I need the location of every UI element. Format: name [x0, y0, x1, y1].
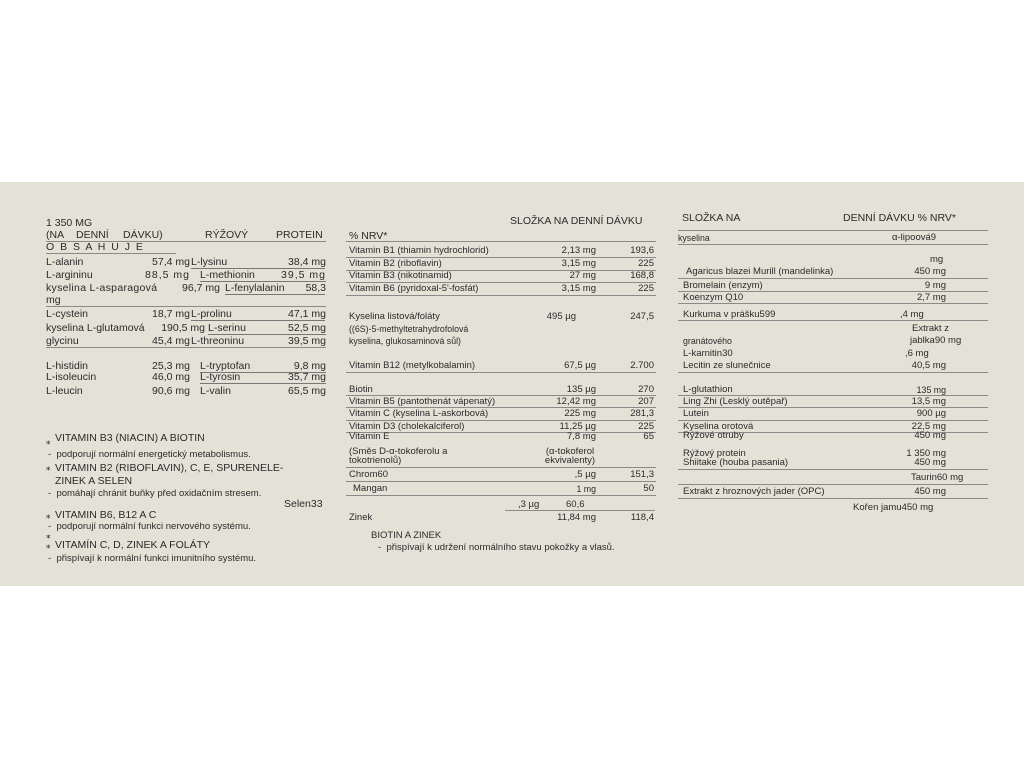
ingredient-name: Bromelain (enzym)	[683, 280, 763, 291]
divider	[505, 510, 655, 511]
vitamin-amount: 3,15 mg	[561, 258, 596, 269]
mineral-name: Chrom60	[349, 469, 389, 480]
amino-value: 52,5 mg	[288, 322, 326, 334]
ingredient-value: ,4 mg	[900, 309, 924, 320]
amino-name: L-prolinu	[191, 308, 325, 321]
vitamin-name-detail: tokotrienolů)	[349, 455, 402, 466]
amino-value: 46,0 mg	[152, 371, 190, 383]
amino-name: glycinu	[46, 335, 79, 347]
ingredient-value: 450 mg	[914, 266, 946, 277]
vitamin-nrv: 168,8	[630, 270, 654, 281]
amino-value: 90,6 mg	[152, 385, 190, 397]
vitamin-nrv: 225	[638, 258, 654, 269]
vitamin-name: Vitamin B6 (pyridoxal-5'-fosfát)	[349, 283, 479, 294]
claim-title: VITAMIN B6, B12 A C	[55, 509, 157, 521]
ingredient-name: Kyselina orotová	[683, 421, 754, 432]
mineral-nrv: 60,6	[566, 499, 585, 510]
ingredient-value: 450 mg	[914, 486, 946, 497]
amino-name: L-leucin	[46, 385, 83, 397]
column-header: DENNÍ DÁVKU % NRV*	[843, 212, 956, 224]
amino-name: kyselina L-glutamová	[46, 322, 145, 334]
divider	[346, 467, 656, 468]
amino-name: L-histidin	[46, 360, 89, 372]
ingredient-name: kyselina	[678, 233, 710, 243]
divider	[346, 481, 656, 482]
ingredient-name: Lutein	[683, 408, 709, 419]
protein-amount: 1 350 MG	[46, 217, 93, 229]
vitamin-amount: 7,8 mg	[566, 431, 596, 442]
claim-title: BIOTIN A ZINEK	[371, 530, 442, 541]
amino-value: 47,1 mg	[288, 308, 326, 320]
amino-value: 39,5 mg	[288, 335, 326, 347]
star-icon: ⁎	[46, 510, 51, 520]
amino-name: L-methionin	[200, 269, 326, 282]
mineral-nrv: 50	[643, 483, 654, 494]
amino-value: 45,4 mg	[152, 335, 190, 347]
nrv-header: % NRV*	[349, 230, 388, 242]
vitamin-amount: 225 mg	[564, 408, 596, 419]
ingredient-value: ,6 mg	[905, 348, 929, 359]
star-icon: ⁎	[46, 462, 51, 472]
amino-name: L-fenylalanin	[225, 282, 325, 295]
ingredient-value: jablka90 mg	[910, 335, 962, 346]
vitamin-note: (α-tokoferol	[545, 446, 595, 457]
vitamin-amount: 495 µg	[546, 311, 576, 322]
vitamin-amount: 2,13 mg	[561, 245, 596, 256]
vitamin-name: Vitamin E	[349, 431, 390, 442]
vitamin-amount: 3,15 mg	[561, 283, 596, 294]
divider	[46, 306, 326, 307]
divider	[678, 244, 988, 245]
vitamin-nrv: 225	[638, 283, 654, 294]
vitamin-nrv: 281,3	[630, 408, 654, 419]
mineral-nrv: 151,3	[630, 469, 654, 480]
vitamin-name: Vitamin B12 (metylkobalamin)	[349, 360, 476, 371]
divider	[678, 498, 988, 499]
mineral-amount: 1 mg	[576, 484, 596, 494]
vitamin-nrv: 65	[643, 431, 654, 442]
head-word: (NA	[46, 229, 65, 241]
amino-value: 18,7 mg	[152, 308, 190, 320]
ingredient-value: 135 mg	[916, 385, 946, 395]
amino-name: L-tyrosin	[200, 371, 326, 384]
head-word: RÝŽOVÝ	[205, 229, 249, 241]
vitamin-name: Vitamin B5 (pantothenát vápenatý)	[349, 396, 496, 407]
vitamin-name: Vitamin D3 (cholekalciferol)	[349, 421, 465, 432]
vitamin-amount: 67,5 µg	[564, 360, 596, 371]
amino-value: 65,5 mg	[288, 385, 326, 397]
amino-name: L-argininu	[46, 269, 93, 281]
amino-name: L-alanin	[46, 256, 84, 268]
ingredient-value: 1 350 mg	[906, 448, 946, 459]
star-icon: ⁎	[46, 540, 51, 550]
mineral-name: Zinek	[349, 512, 373, 523]
ingredient-value: 2,7 mg	[916, 292, 946, 303]
ingredient-name: Extrakt z	[912, 323, 949, 334]
ingredient-value: Kořen jamu450 mg	[853, 502, 934, 513]
vitamin-amount: 12,42 mg	[556, 396, 596, 407]
vitamin-name: Kyselina listová/foláty	[349, 311, 440, 322]
ingredient-name: Rýžové otruby	[683, 430, 744, 441]
mineral-amount: 11,84 mg	[557, 512, 596, 523]
star-icon: ⁎	[46, 436, 51, 446]
claim-title: VITAMIN B2 (RIBOFLAVIN), C, E, SPURENELE-	[55, 462, 284, 474]
mineral-amount: ,5 µg	[574, 469, 596, 480]
divider	[678, 484, 988, 485]
divider	[678, 372, 988, 373]
ingredient-value: 40,5 mg	[911, 360, 946, 371]
ingredient-name: α-lipoová9	[892, 232, 937, 243]
ingredient-unit: mg	[930, 254, 944, 265]
ingredient-value: 450 mg	[914, 430, 946, 441]
amino-value: 57,4 mg	[152, 256, 190, 268]
selen-label: Selen33	[284, 498, 323, 510]
amino-value: 35,7 mg	[288, 371, 326, 383]
ingredient-value: 9 mg	[924, 280, 946, 291]
ingredient-name: Rýžový protein	[683, 448, 746, 459]
amino-name: L-lysinu	[191, 256, 325, 269]
amino-name: kyselina L-asparagová	[46, 282, 158, 294]
divider	[346, 372, 656, 373]
amino-name: L-threoninu	[191, 335, 325, 348]
head-contains: O B S A H U J E	[46, 241, 145, 253]
divider	[678, 469, 988, 470]
amino-value: 9,8 mg	[293, 360, 326, 372]
divider	[46, 347, 326, 348]
ingredient-name: Shiitake (houba pasania)	[683, 457, 789, 468]
vitamin-amount: 135 µg	[566, 384, 596, 395]
claim-title: VITAMIN B3 (NIACIN) A BIOTIN	[55, 432, 205, 444]
claim-title: ZINEK A SELEN	[55, 475, 133, 487]
vitamin-name: Vitamin C (kyselina L-askorbová)	[349, 408, 489, 419]
divider	[346, 241, 656, 242]
claim-text: - přispívají k normální funkci imunitního systému.	[48, 553, 257, 564]
divider	[346, 295, 656, 296]
vitamin-amount: 27 mg	[569, 270, 596, 281]
amino-value: 96,7 mg	[182, 282, 220, 294]
star-icon: ⁎	[46, 530, 51, 540]
vitamin-name-detail: (Směs D-α-tokoferolu a	[349, 446, 448, 457]
mineral-name: Mangan	[353, 483, 388, 494]
vitamin-nrv: 193,6	[630, 245, 654, 256]
vitamin-nrv: 2.700	[630, 360, 654, 371]
divider	[678, 278, 988, 279]
vitamin-nrv: 270	[638, 384, 654, 395]
amino-name: L-tryptofan	[200, 360, 326, 373]
vitamin-name: Vitamin B3 (nikotinamid)	[349, 270, 452, 281]
ingredient-name: granátového	[683, 336, 732, 346]
amino-name: L-cystein	[46, 308, 89, 320]
head-word: PROTEIN	[276, 229, 323, 241]
vitamin-name: Vitamin B1 (thiamin hydrochlorid)	[349, 245, 489, 256]
amino-value: 58,3	[305, 282, 326, 294]
divider	[346, 495, 656, 496]
amino-value: 38,4 mg	[288, 256, 326, 268]
ingredient-name: Extrakt z hroznových jader (OPC)	[683, 486, 825, 497]
amino-name: L-valin	[200, 385, 231, 397]
vitamin-nrv: 225	[638, 421, 654, 432]
ingredient-value: 900 µg	[916, 408, 946, 419]
divider	[678, 230, 988, 231]
head-word: DÁVKU)	[123, 229, 163, 241]
ingredient-value: 13,5 mg	[911, 396, 946, 407]
vitamin-name: Vitamin B2 (riboflavin)	[349, 258, 442, 269]
vitamin-name-detail: kyselina, glukosaminová sůl)	[349, 336, 461, 346]
ingredient-name: Ling Zhi (Lesklý outěpař)	[683, 396, 788, 407]
divider	[678, 303, 988, 304]
ingredient-name: L-glutathion	[683, 384, 733, 395]
claim-text: - pomáhají chránit buňky před oxidačním stresem.	[48, 488, 262, 499]
claim-text: - přispívají k udržení normálního stavu pokožky a vlasů.	[378, 542, 615, 553]
ingredient-value: Taurin60 mg	[911, 472, 964, 483]
vitamin-note: ekvivalenty)	[544, 455, 596, 466]
column-header: SLOŽKA NA DENNÍ DÁVKU	[510, 215, 643, 227]
amino-value: 88,5 mg	[145, 269, 190, 281]
divider	[678, 320, 988, 321]
ingredient-name: Agaricus blazei Murill (mandelinka)	[686, 266, 834, 277]
ingredient-name: Lecitin ze slunečnice	[683, 360, 771, 371]
ingredient-value: 22,5 mg	[911, 421, 946, 432]
vitamin-amount: 11,25 µg	[559, 421, 596, 432]
ingredient-value: 450 mg	[914, 457, 946, 468]
claim-title: VITAMÍN C, D, ZINEK A FOLÁTY	[55, 539, 210, 551]
amino-value: 25,3 mg	[152, 360, 190, 372]
ingredient-name: L-karnitin30	[683, 348, 733, 359]
divider	[46, 253, 176, 254]
vitamin-nrv: 207	[638, 396, 654, 407]
ingredient-name: Kurkuma v prášku599	[683, 309, 776, 320]
amino-name: L-serinu	[208, 322, 326, 335]
mineral-nrv: 118,4	[630, 512, 654, 523]
amino-value: 39,5 mg	[281, 269, 326, 281]
ingredient-name: Koenzym Q10	[683, 292, 744, 303]
amino-name: L-isoleucin	[46, 371, 97, 383]
head-word: DENNÍ	[76, 229, 109, 241]
vitamin-name-detail: ((6S)-5-methyltetrahydrofolová	[349, 324, 469, 334]
amino-value: 190,5 mg	[161, 322, 205, 334]
mineral-amount: ,3 µg	[518, 499, 540, 510]
vitamin-nrv: 247,5	[630, 311, 654, 322]
amino-unit: mg	[46, 294, 61, 306]
claim-text: - podporují normální funkci nervového systému.	[48, 521, 251, 532]
vitamin-name: Biotin	[349, 384, 373, 395]
claim-text: - podporují normální energetický metabolismus.	[48, 449, 251, 460]
column-header: SLOŽKA NA	[682, 212, 741, 224]
